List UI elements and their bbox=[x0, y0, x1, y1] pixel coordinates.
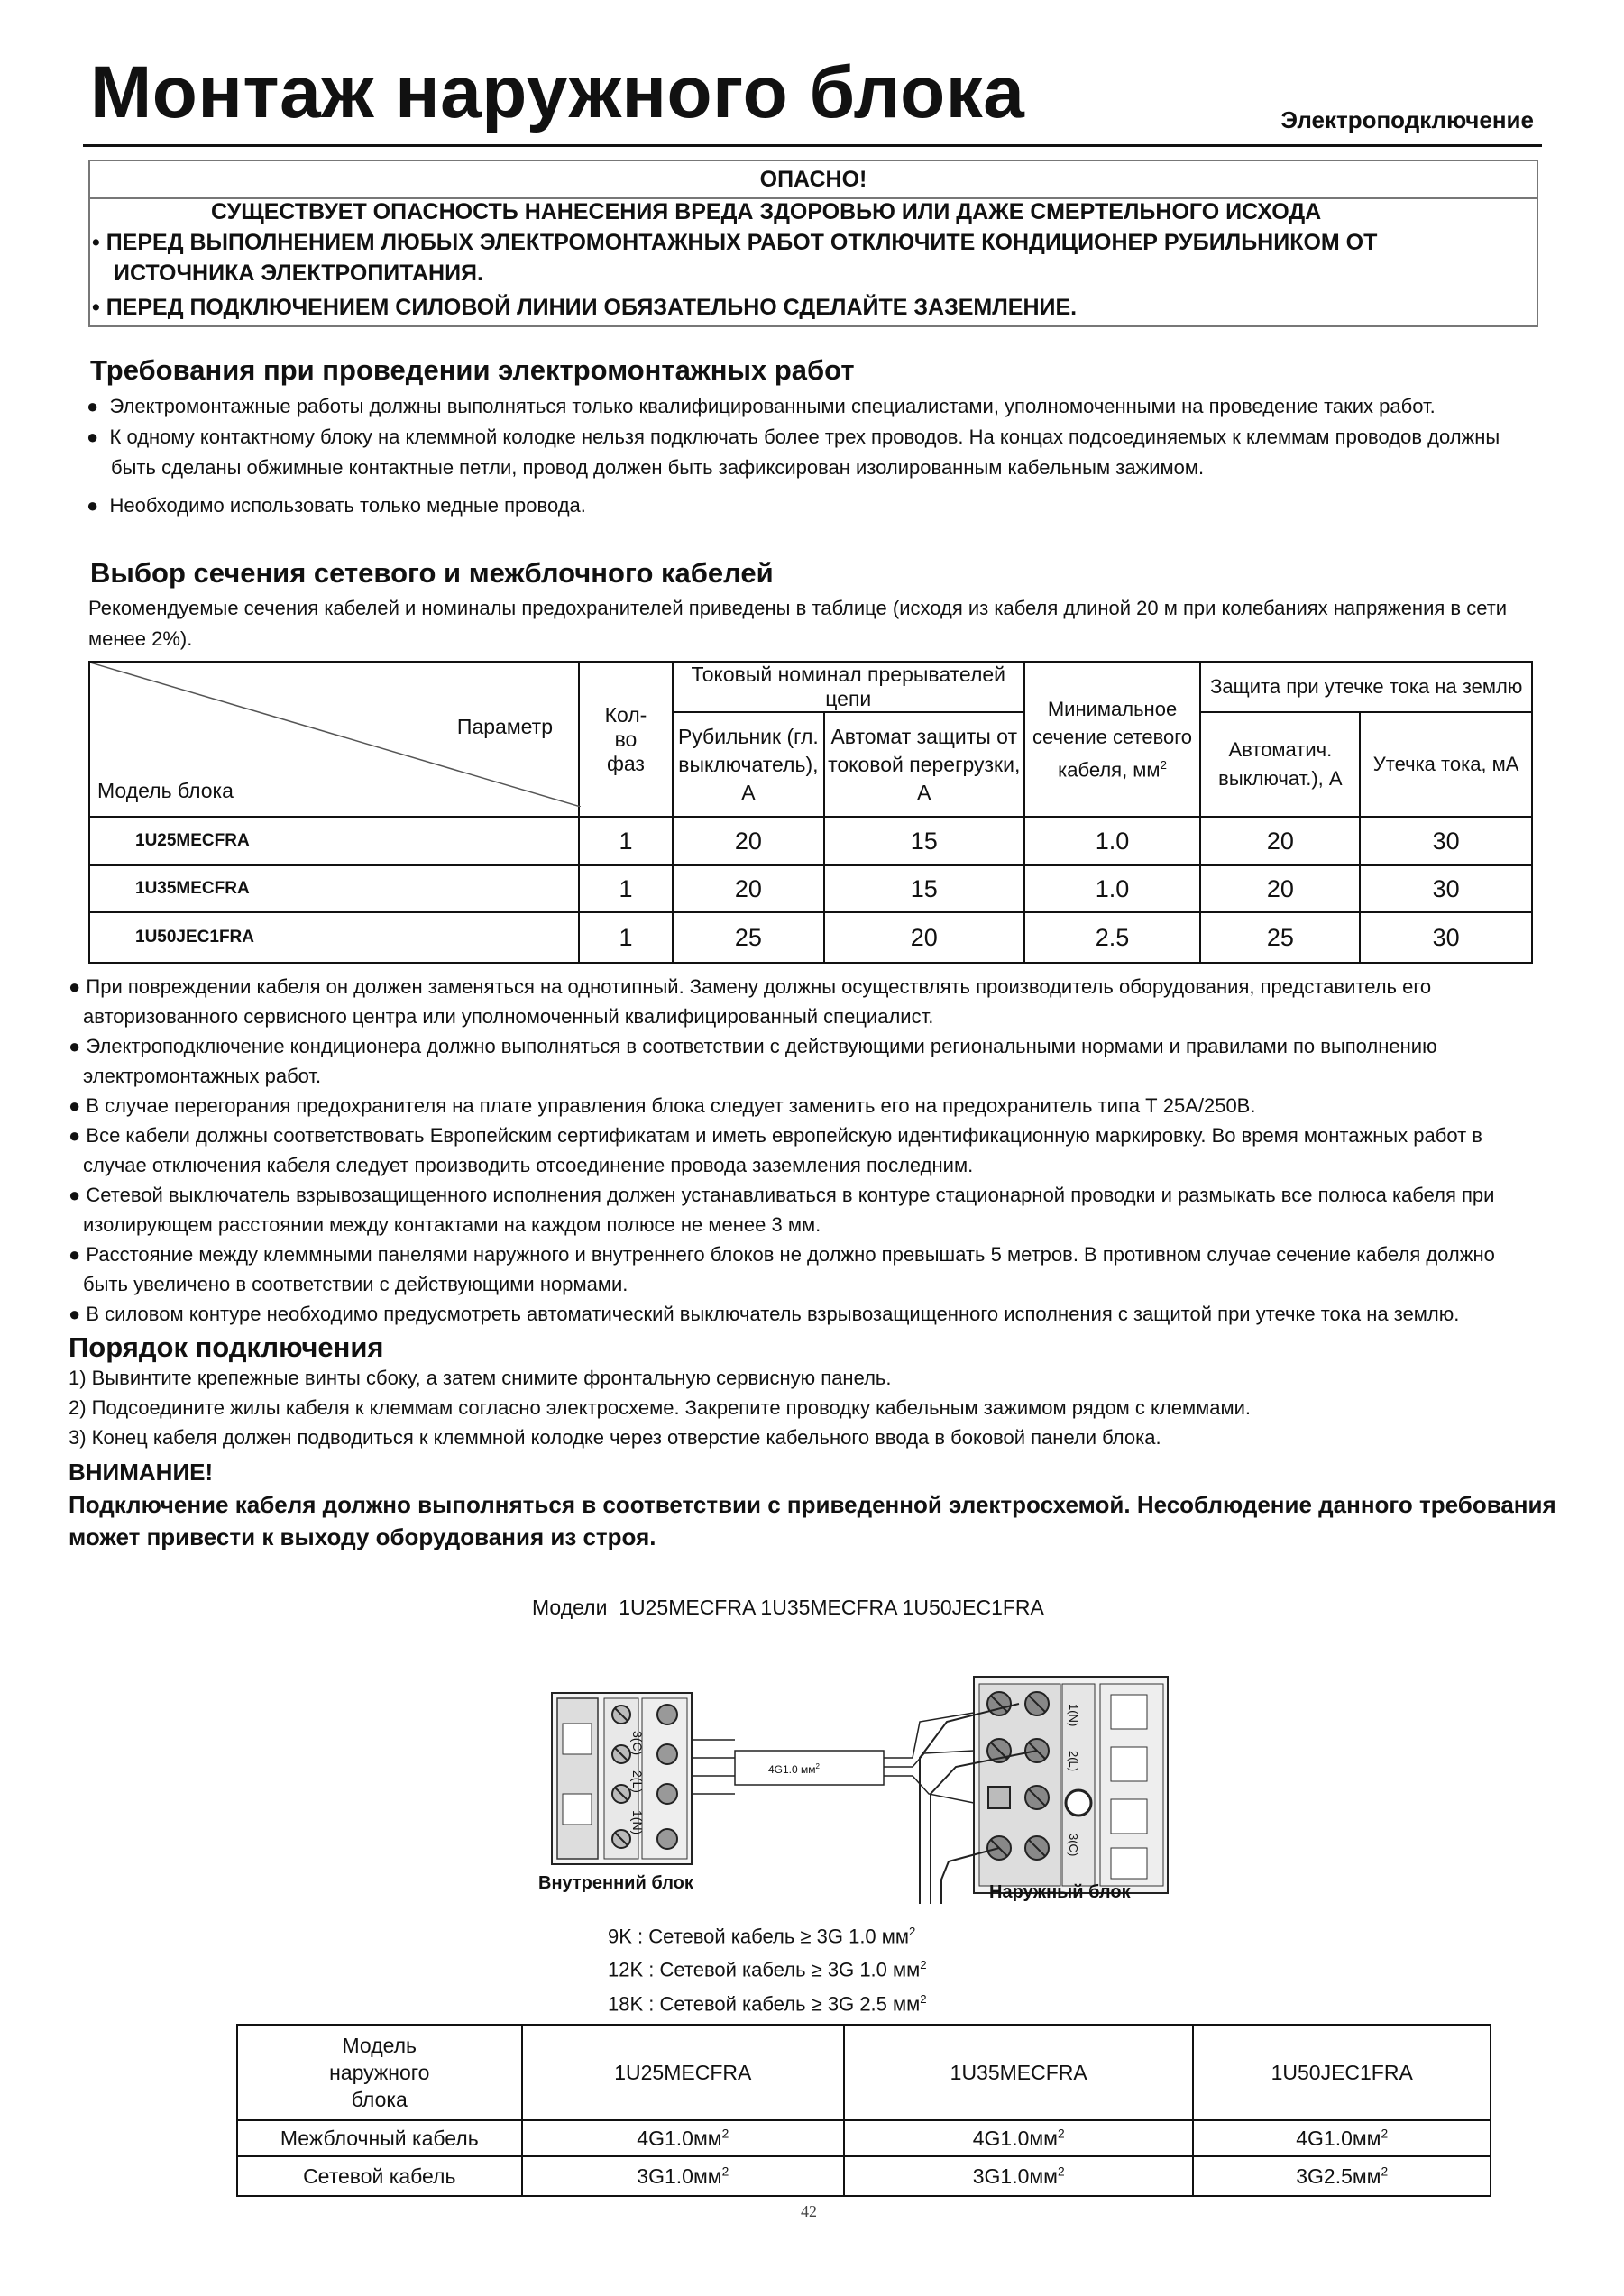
danger-subheading: СУЩЕСТВУЕТ ОПАСНОСТЬ НАНЕСЕНИЯ ВРЕДА ЗДОРОВЬЮ ИЛИ ДАЖЕ СМЕРТЕЛЬНОГО ИСХОДА bbox=[211, 199, 1322, 224]
cable-label: 4G1.0 $мм^2$ bbox=[768, 1762, 820, 1776]
col-leak-current: Утечка тока, мА bbox=[1360, 712, 1532, 817]
warning-heading: ВНИМАНИЕ! bbox=[69, 1459, 214, 1486]
outdoor-terminal-label: 2(L) bbox=[1067, 1751, 1080, 1772]
note-item: ● В случае перегорания предохранителя на плате управления блока следует заменить его на предохранитель типа Т 25А/250В. bbox=[69, 1094, 1256, 1117]
section-label: Электроподключение bbox=[1280, 106, 1534, 133]
wiring-diagram bbox=[541, 1668, 1172, 1907]
page-title: Монтаж наружного блока bbox=[90, 51, 1025, 133]
indoor-terminal-label: 2(L) bbox=[630, 1770, 645, 1793]
note-item: ● При повреждении кабеля он должен заменяться на однотипный. Замену должны осуществлять производитель оборудования, представитель его bbox=[69, 975, 1432, 998]
procedure-heading: Порядок подключения bbox=[69, 1331, 384, 1363]
diagram-models: Модели 1U25MECFRA 1U35MECFRA 1U50JEC1FRA bbox=[532, 1596, 1044, 1619]
procedure-step: 1) Вывинтите крепежные винты сбоку, а затем снимите фронтальную сервисную панель. bbox=[69, 1367, 892, 1389]
table-row: Сетевой кабель $3G1.0мм^2$ $3G1.0мм^2$ $3G2.5мм^2$ bbox=[237, 2156, 1491, 2196]
notes-list: ● При повреждении кабеля он должен заменяться на однотипный. Замену должны осуществлять производитель оборудования, представитель его авторизованного сервисного центра или уполномоченный квалифицированный специалист. ● Электроподключение кондиционера должно выполняться в соответствии с действующими региональными нормами и правилами по выполнению электромонтажных работ. ● В случае перегорания предохранителя на плате управления блока следует заменить его на предохранитель типа Т 25А/250В. ● Все кабели должны соответствовать Европейским сертификатам и иметь европейскую идентификационную маркировку. Во время монтажных работ в случае отключения кабеля следует производить отсоединение провода заземления последним. ● Сетевой выключатель взрывозащищенного исполнения должен устанавливаться в контуре стационарной проводки и размыкать все полюса кабеля при изолирующем расстоянии между контактами на каждом полюсе не менее 3 мм. ● Расстояние между клеммными панелями наружного и внутреннего блоков не должно превышать 5 метров. В противном случае сечение кабеля должно быть увеличено в соответствии с действующими нормами. ● В силовом контуре необходимо предусмотреть автоматический выключатель взрывозащищенного исполнения с защитой при утечке тока на землю. bbox=[69, 972, 1495, 1329]
procedure-step: 2) Подсоедините жилы кабеля к клеммам согласно электросхеме. Закрепите проводку кабельным зажимом рядом с клеммами. bbox=[69, 1396, 1251, 1419]
note-item: ● Все кабели должны соответствовать Европейским сертификатам и иметь европейскую идентификационную маркировку. Во время монтажных работ в bbox=[69, 1124, 1482, 1147]
cable-table-model: 1U25MECFRA bbox=[522, 2025, 844, 2120]
breaker-table bbox=[88, 661, 1533, 964]
title-divider bbox=[83, 144, 1542, 147]
indoor-terminal-block bbox=[552, 1693, 692, 1864]
table-row: 1U50JEC1FRA 1 25 20 2.5 25 30 bbox=[89, 912, 1532, 963]
danger-box bbox=[88, 160, 1538, 327]
power-cable-specs bbox=[608, 1917, 927, 2018]
corner-param-label: Параметр bbox=[456, 715, 553, 738]
outdoor-terminal-label: 1(N) bbox=[1067, 1704, 1080, 1727]
requirements-list bbox=[87, 391, 1500, 521]
outdoor-unit-label: Наружный блок bbox=[989, 1882, 1131, 1902]
note-item: ● В силовом контуре необходимо предусмотреть автоматический выключатель взрывозащищенного исполнения с защитой при утечке тока на землю. bbox=[69, 1303, 1460, 1325]
note-item: ● Сетевой выключатель взрывозащищенного исполнения должен устанавливаться в контуре стационарной проводки и размыкать все полюса кабеля при bbox=[69, 1184, 1495, 1206]
note-item: ● Расстояние между клеммными панелями наружного и внутреннего блоков не должно превышать 5 метров. В противном случае сечение кабеля должно bbox=[69, 1243, 1495, 1266]
cable-table-model: 1U50JEC1FRA bbox=[1193, 2025, 1491, 2120]
power-spec-line: 9K : Сетевой кабель ≥ 3G 1.0 $мм^2$ bbox=[608, 1925, 916, 1948]
danger-item-1: • ПЕРЕД ВЫПОЛНЕНИЕМ ЛЮБЫХ ЭЛЕКТРОМОНТАЖНЫХ РАБОТ ОТКЛЮЧИТЕ КОНДИЦИОНЕР РУБИЛЬНИКОМ ОТ bbox=[92, 230, 1378, 255]
power-spec-line: 18K : Сетевой кабель ≥ 3G 2.5 $мм^2$ bbox=[608, 1991, 927, 2015]
table-corner-cell bbox=[89, 662, 579, 817]
danger-item-2: • ПЕРЕД ПОДКЛЮЧЕНИЕМ СИЛОВОЙ ЛИНИИ ОБЯЗАТЕЛЬНО СДЕЛАЙТЕ ЗАЗЕМЛЕНИЕ. bbox=[92, 295, 1078, 320]
danger-item-1-cont: ИСТОЧНИКА ЭЛЕКТРОПИТАНИЯ. bbox=[114, 261, 483, 286]
warning-text: Подключение кабеля должно выполняться в соответствии с приведенной электросхемой. Несоблюдение данного требования может привести к выходу оборудования из строя. bbox=[69, 1491, 1556, 1550]
indoor-terminal-label: 3(C) bbox=[630, 1731, 645, 1756]
page-number: 42 bbox=[801, 2202, 817, 2220]
table-row: Межблочный кабель $4G1.0мм^2$ $4G1.0мм^2$ $4G1.0мм^2$ bbox=[237, 2120, 1491, 2156]
indoor-terminal-label: 1(N) bbox=[630, 1810, 645, 1835]
col-phases: Кол-во фаз bbox=[579, 662, 673, 817]
note-item: ● Электроподключение кондиционера должно выполняться в соответствии с действующими региональными нормами и правилами по выполнению bbox=[69, 1035, 1437, 1057]
cable-table bbox=[236, 2024, 1491, 2197]
power-spec-line: 12K : Сетевой кабель ≥ 3G 1.0 $мм^2$ bbox=[608, 1958, 927, 1981]
col-section: Минимальное сечение сетевого кабеля, $мм^2$ bbox=[1024, 662, 1201, 817]
list-item: ● Необходимо использовать только медные провода. bbox=[87, 494, 586, 517]
outdoor-terminal-label: 3(C) bbox=[1067, 1834, 1080, 1857]
col-leak-auto: Автоматич. выключат.), А bbox=[1200, 712, 1360, 817]
list-item-cont: быть сделаны обжимные контактные петли, провод должен быть зафиксирован изолированным кабельным зажимом. bbox=[111, 456, 1205, 479]
col-auto: Автомат защиты от токовой перегрузки, А bbox=[824, 712, 1024, 817]
col-switch: Рубильник (гл. выключатель), А bbox=[673, 712, 824, 817]
list-item: ● К одному контактному блоку на клеммной колодке нельзя подключать более трех проводов. На концах подсоединяемых к клеммам проводов должны bbox=[87, 425, 1500, 448]
interconnect-cable bbox=[692, 1713, 974, 1803]
cable-selection-heading: Выбор сечения сетевого и межблочного кабелей bbox=[90, 557, 774, 589]
danger-heading: ОПАСНО! bbox=[759, 167, 867, 192]
table-row: 1U35MECFRA 1 20 15 1.0 20 30 bbox=[89, 865, 1532, 912]
corner-model-label: Модель блока bbox=[97, 779, 234, 802]
procedure-steps bbox=[69, 1363, 1251, 1452]
indoor-unit-label: Внутренний блок bbox=[538, 1873, 693, 1893]
cable-table-header-label: Модель наружного блока bbox=[237, 2025, 522, 2120]
table-row: 1U25MECFRA 1 20 15 1.0 20 30 bbox=[89, 817, 1532, 865]
list-item: ● Электромонтажные работы должны выполняться только квалифицированными специалистами, уполномоченными на проведение таких работ. bbox=[87, 395, 1436, 417]
cable-selection-intro: Рекомендуемые сечения кабелей и номиналы предохранителей приведены в таблице (исходя из кабеля длиной 20 м при колебаниях напряжения в сети менее 2%). bbox=[88, 597, 1508, 650]
group-leak: Защита при утечке тока на землю bbox=[1200, 662, 1532, 712]
group-breaker: Токовый номинал прерывателей цепи bbox=[673, 662, 1024, 712]
cable-table-model: 1U35MECFRA bbox=[844, 2025, 1193, 2120]
procedure-step: 3) Конец кабеля должен подводиться к клеммной колодке через отверстие кабельного ввода в боковой панели блока. bbox=[69, 1426, 1161, 1449]
requirements-heading: Требования при проведении электромонтажных работ bbox=[90, 354, 855, 386]
